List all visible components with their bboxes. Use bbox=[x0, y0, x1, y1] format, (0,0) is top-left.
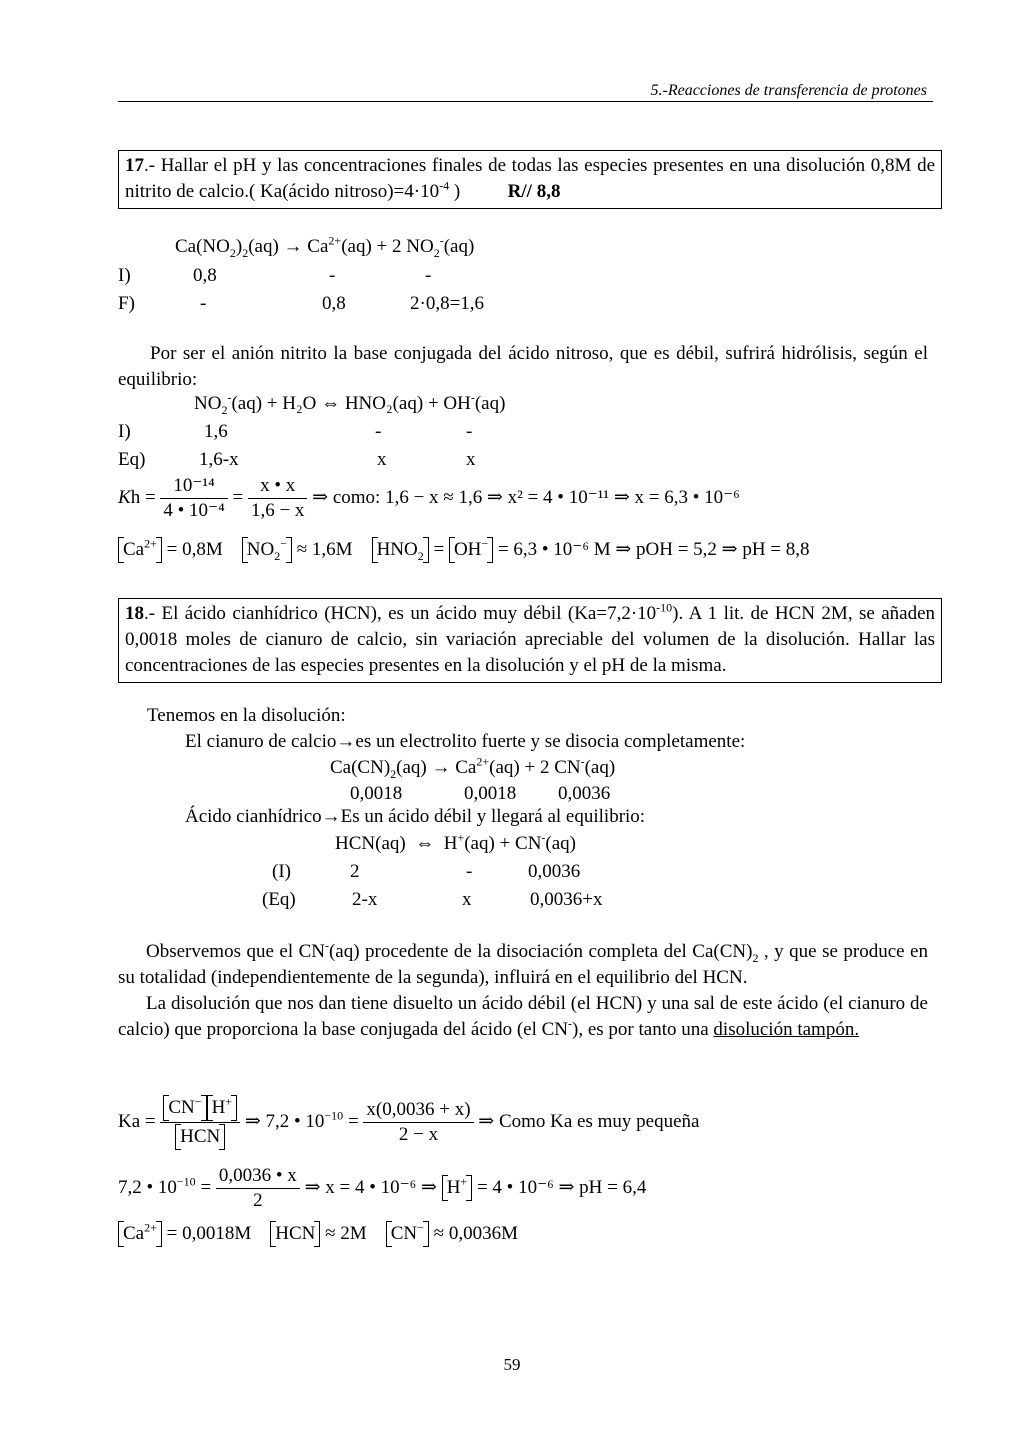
row-value: - bbox=[200, 293, 207, 314]
row-label: I) bbox=[118, 421, 131, 442]
row-value: 0,8 bbox=[193, 265, 217, 286]
problem-number: 18 bbox=[125, 603, 144, 624]
fraction: $\frac{CN^- H^+}{\text{HCN}}$ bbox=[160, 1094, 240, 1151]
problem-text-end: ) bbox=[449, 181, 461, 202]
line-text: El cianuro de calcio→es un electrolito fuerte y se disocia completamente: bbox=[185, 731, 746, 752]
header-rule bbox=[118, 101, 933, 102]
solve-x: 7,2 • $10^{-10}$ = $\frac{0,0036 • x}{2}$ ⇒ x = 4 • 10⁻⁶ ⇒ H+ = 4 • 10⁻⁶ ⇒ pH = 6,4 bbox=[118, 1165, 647, 1211]
row-label: (I) bbox=[272, 861, 291, 882]
paragraph: Por ser el anión nitrito la base conjugada del ácido nitroso, que es débil, sufrirá hidrólisis, según el equilibrio: bbox=[118, 343, 928, 390]
dissociation-equation: $Ca(NO_2)_2(aq) \to Ca^{2+}(aq) + 2$ $NO_2^-(aq)$ bbox=[175, 233, 475, 260]
cyanide-dissociation: $Ca(CN)_2(aq) \to Ca^{2+}(aq) + 2$ CN-(aq) bbox=[330, 754, 616, 781]
paragraph: La disolución que nos dan tiene disuelto un ácido débil (el HCN) y una sal de este ácido (el cianuro de calcio) que proporciona la base conjugada del ácido (el CN-), es por tanto una disolución tampón. bbox=[118, 993, 928, 1040]
row-value: - bbox=[425, 265, 432, 286]
problem-number: 17 bbox=[125, 155, 144, 176]
value: 0,0018 bbox=[350, 783, 403, 804]
exponent: -4 bbox=[439, 178, 450, 193]
row-label: I) bbox=[118, 265, 131, 286]
row-value: 1,6 bbox=[204, 421, 228, 442]
row-value: - bbox=[466, 861, 473, 882]
exponent: -10 bbox=[656, 600, 673, 615]
problem-text: .- Hallar el pH y las concentraciones finales de todas las especies presentes en una disolución 0,8M de nitrito de calcio.( Ka(ácido nitroso)=4·10 bbox=[125, 155, 935, 202]
problem-text-end: ). A 1 lit. de HCN 2M, se añaden 0,0018 moles de cianuro de calcio, sin variación apreciable del volumen de la disolución. Hallar las concentraciones de las especies presentes en la disolución y el pH de la misma. bbox=[125, 603, 935, 676]
row-value: 1,6-x bbox=[199, 449, 239, 470]
problem-17-box bbox=[118, 150, 942, 209]
row-value: 2·0,8=1,6 bbox=[410, 293, 485, 314]
row-value: 0,0036+x bbox=[530, 889, 603, 910]
hcn-equilibrium: HCN(aq) ⇔ H+(aq) + CN-(aq) bbox=[335, 830, 577, 854]
row-value: 0,0036 bbox=[528, 861, 581, 882]
fraction: $\frac{x(0,0036 + x)}{2 - x}$ bbox=[363, 1098, 473, 1147]
row-value: - bbox=[466, 421, 473, 442]
row-value: - bbox=[329, 265, 336, 286]
concentrations-17: $Ca^{2+} = 0,8M$ $NO_2^- \approx 1,6M$ $HNO_2 = OH^- = 6,3$ • 10⁻⁶ M ⇒ pOH = 5,2 ⇒ pH = 8,8 bbox=[118, 536, 810, 564]
hydrolysis-equation: $NO_2^-(aq) + H_2O$ ⇔ HNO₂(aq) + OH-(aq) bbox=[194, 390, 506, 417]
line-text: Ácido cianhídrico→Es un ácido débil y llegará al equilibrio: bbox=[185, 806, 646, 827]
row-label: Eq) bbox=[118, 449, 146, 470]
fraction: $\frac{0,0036 • x}{2}$ bbox=[216, 1164, 300, 1213]
concentrations-18: $Ca^{2+} = 0,0018M$ HCN ≈ 2M CN− ≈ 0,0036M bbox=[118, 1220, 518, 1248]
value: 0,0036 bbox=[558, 783, 611, 804]
row-value: x bbox=[377, 449, 387, 470]
answer: R// 8,8 bbox=[507, 181, 561, 202]
fraction: $\frac{\text{10⁻¹⁴}}{\text{4 • 10⁻⁴}}$ bbox=[160, 474, 227, 523]
intro-text: Tenemos en la disolución: bbox=[147, 705, 346, 726]
value: 0,0018 bbox=[464, 783, 517, 804]
row-value: 0,8 bbox=[322, 293, 346, 314]
fraction: $\frac{x • x}{1,6 - x}$ bbox=[248, 474, 307, 523]
problem-18-box bbox=[118, 598, 942, 683]
row-value: 2 bbox=[350, 861, 360, 882]
kh-expression: Kh = $\frac{\text{10⁻¹⁴}}{\text{4 • 10⁻⁴}}$ = $\frac{x • x}{1,6 - x}$ ⇒ como: 1,6 − x ≈ 1,6 ⇒ x² = 4 • 10⁻¹¹ ⇒ x = 6,3 • 10⁻⁶ bbox=[118, 475, 740, 521]
row-label: (Eq) bbox=[262, 889, 296, 910]
problem-text: .- El ácido cianhídrico (HCN), es un ácido muy débil (Ka=7,2·10 bbox=[144, 603, 657, 624]
row-value: x bbox=[462, 889, 472, 910]
row-value: x bbox=[466, 449, 476, 470]
running-header: 5.-Reacciones de transferencia de protones bbox=[650, 82, 927, 99]
row-value: 2-x bbox=[352, 889, 378, 910]
row-value: - bbox=[375, 421, 382, 442]
row-label: F) bbox=[118, 293, 135, 314]
paragraph: Observemos que el CN-(aq) procedente de la disociación completa del $Ca(CN)_2$ , y que se produce en su totalidad (independientemente de la segunda), influirá en el equilibrio del HCN. bbox=[118, 938, 928, 988]
ka-expression: Ka = $\frac{CN^- H^+}{\text{HCN}}$ ⇒ 7,2 • $10^{-10}$ = $\frac{x(0,0036 + x)}{2 - x}$ ⇒ Como Ka es muy pequeña bbox=[118, 1094, 699, 1151]
page-number: 59 bbox=[503, 1355, 521, 1374]
